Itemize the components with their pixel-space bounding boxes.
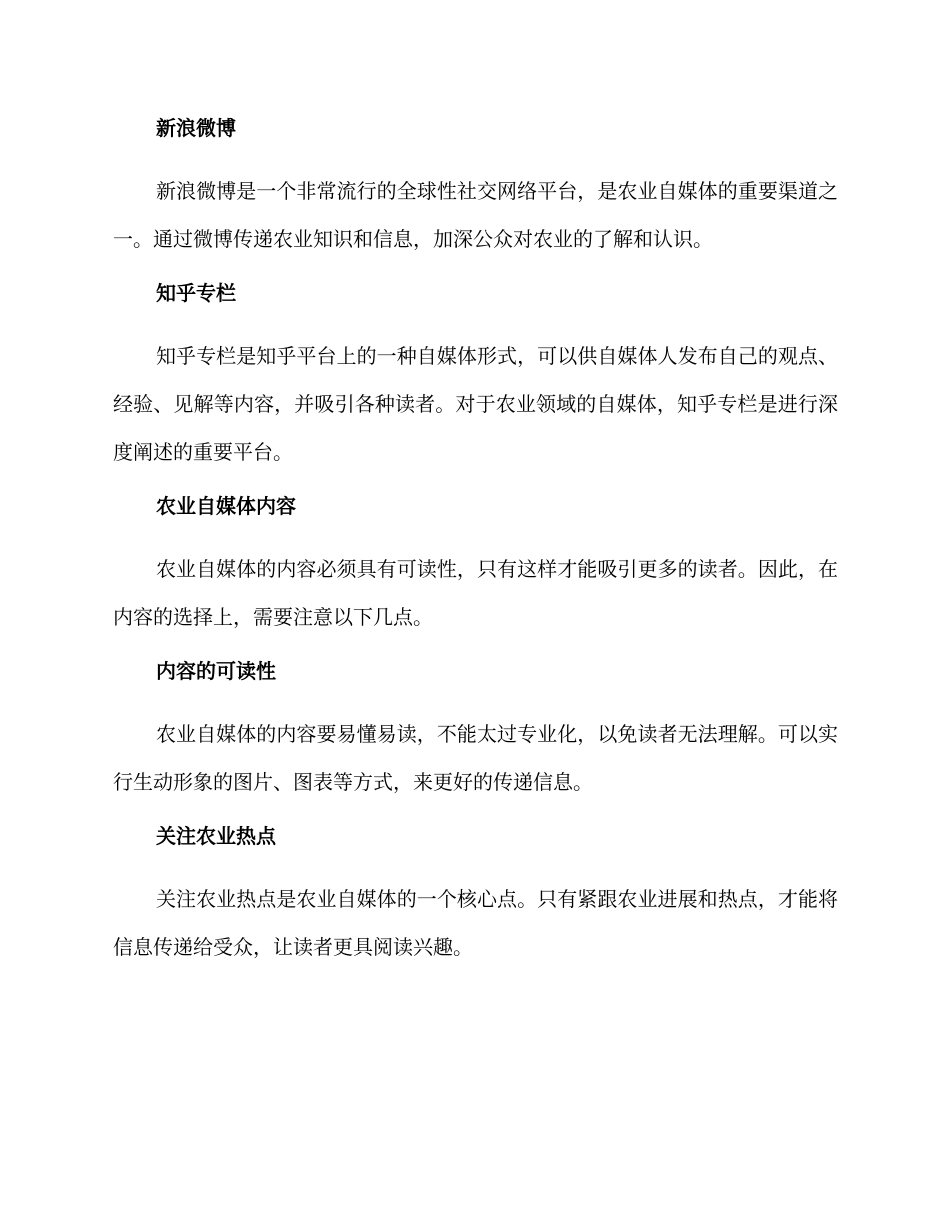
section-heading-weibo: 新浪微博 xyxy=(156,116,236,140)
section-body-hotspots: 关注农业热点是农业自媒体的一个核心点。只有紧跟农业进展和热点，才能将信息传递给受众，让读者更具阅读兴趣。 xyxy=(113,887,838,959)
section-body-readability: 农业自媒体的内容要易懂易读，不能太过专业化，以免读者无法理解。可以实行生动形象的图片、图表等方式，来更好的传递信息。 xyxy=(113,722,838,794)
section-heading-zhihu: 知乎专栏 xyxy=(156,281,236,305)
section-body-content: 农业自媒体的内容必须具有可读性，只有这样才能吸引更多的读者。因此，在内容的选择上，需要注意以下几点。 xyxy=(113,557,838,629)
section-body-zhihu: 知乎专栏是知乎平台上的一种自媒体形式，可以供自媒体人发布自己的观点、经验、见解等内容，并吸引各种读者。对于农业领域的自媒体，知乎专栏是进行深度阐述的重要平台。 xyxy=(113,344,838,464)
document-content xyxy=(113,108,838,971)
section-heading-hotspots: 关注农业热点 xyxy=(156,824,276,848)
section-body-weibo: 新浪微博是一个非常流行的全球性社交网络平台，是农业自媒体的重要渠道之一。通过微博传递农业知识和信息，加深公众对农业的了解和认识。 xyxy=(113,179,838,251)
section-heading-content: 农业自媒体内容 xyxy=(156,494,296,518)
section-heading-readability: 内容的可读性 xyxy=(156,659,276,683)
